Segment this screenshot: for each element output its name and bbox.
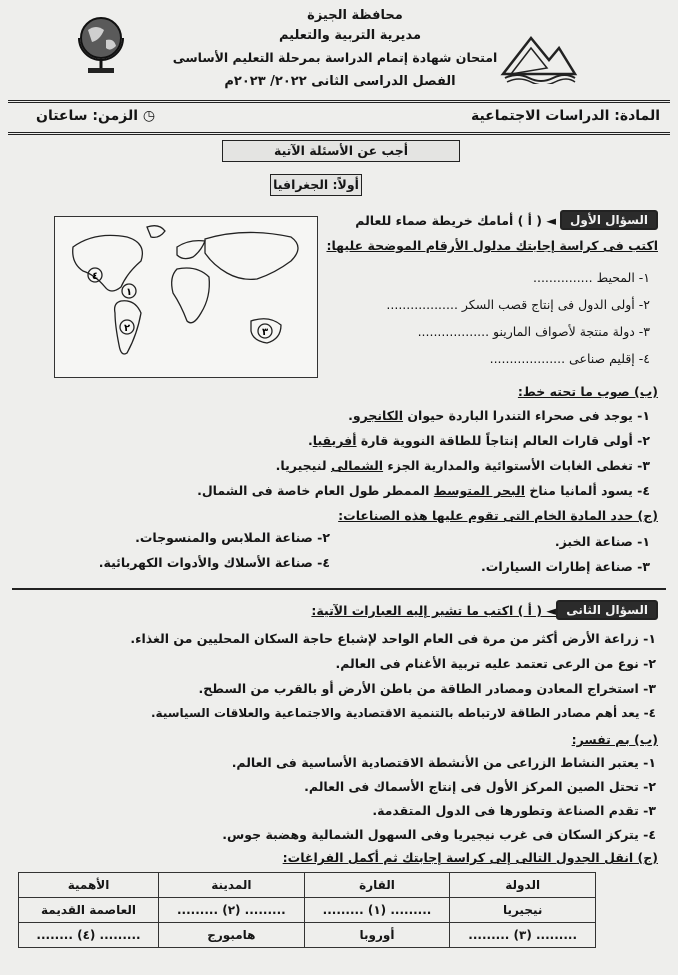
section-title-geography: أولاً: الجغرافيا bbox=[270, 174, 362, 196]
q1a-item: ١- المحيط ............... bbox=[533, 270, 650, 285]
q2b-item: ٢- تحتل الصين المركز الأول فى إنتاج الأسماك فى العالم. bbox=[304, 779, 656, 794]
q2c-title: (ج) انقل الجدول التالى إلى كراسة إجابتك ثم أكمل الفراغات: bbox=[282, 850, 658, 865]
question-2-tag: السؤال الثانى bbox=[556, 600, 658, 620]
q2a-item: ١- زراعة الأرض أكثر من مرة فى العام الواحد لإشباع حاجة السكان المحليين من الغذاء. bbox=[130, 631, 656, 646]
arrow-icon: ◄ bbox=[542, 213, 556, 228]
table-cell: العاصمة القديمة bbox=[19, 898, 159, 923]
map-label: ٢ bbox=[123, 323, 131, 334]
header-term: الفصل الدراسى الثانى ٢٠٢٢/ ٢٠٢٣م bbox=[224, 74, 456, 89]
q2b-item: ٣- تقدم الصناعة وتطورها فى الدول المتقدمة. bbox=[372, 803, 656, 818]
q1a-item: ٢- أولى الدول فى إنتاج قصب السكر .................. bbox=[386, 297, 650, 312]
q1b-item: ٣- تغطى الغابات الأستوائية والمدارية الجزء الشمالى لنيجيريا. bbox=[275, 458, 650, 473]
table-row bbox=[19, 923, 596, 948]
q1b-item: ٤- يسود ألمانيا مناخ البحر المتوسط الممطر طول العام خاصة فى الشمال. bbox=[197, 483, 650, 498]
q1c-item: ٣- صناعة إطارات السيارات. bbox=[481, 559, 650, 574]
header-governorate: محافظة الجيزة bbox=[307, 8, 403, 23]
arrow-icon: ◄ bbox=[542, 603, 556, 618]
clock-icon: ◷ bbox=[138, 108, 156, 124]
table-cell: ......... (٤) ........ bbox=[19, 923, 159, 948]
q2b-item: ٤- يتركز السكان فى غرب نيجيريا وفى السهول الشمالية وهضبة جوس. bbox=[222, 827, 656, 842]
completion-table bbox=[18, 872, 596, 948]
q1b-item: ١- يوجد فى صحراء التندرا الباردة حيوان الكانجرو. bbox=[348, 408, 650, 423]
q2a-item: ٤- يعد أهم مصادر الطاقة لارتباطه بالتنمية الاقتصادية والاجتماعية والعلاقات السياسية. bbox=[151, 706, 656, 720]
instructions-box: أجب عن الأسئلة الآتية bbox=[222, 140, 460, 162]
q2b-title: (ب) بم تفسر: bbox=[571, 732, 658, 747]
table-cell: أوروبا bbox=[304, 923, 450, 948]
q1b-item: ٢- أولى قارات العالم إنتاجاً للطاقة النووية قارة أفريقيا. bbox=[308, 433, 650, 448]
table-cell: ......... (١) ......... bbox=[304, 898, 450, 923]
table-header-cell: الدولة bbox=[450, 873, 596, 898]
question-1-tag: السؤال الأول bbox=[560, 210, 658, 230]
map-label: ٣ bbox=[261, 327, 269, 338]
table-header-cell: القارة bbox=[304, 873, 450, 898]
q2a-title: ◄ ( أ ) اكتب ما تشير إليه العبارات الآتية: bbox=[311, 603, 556, 618]
globe-icon bbox=[70, 12, 132, 76]
table-header-cell: المدينة bbox=[159, 873, 305, 898]
question-divider bbox=[12, 588, 666, 590]
q1b-title: (ب) صوب ما تحته خط: bbox=[517, 384, 658, 399]
subject-label: المادة: الدراسات الاجتماعية bbox=[470, 108, 660, 124]
q1a-item: ٣- دولة منتجة لأصواف المارينو .................. bbox=[417, 324, 650, 339]
q1c-item: ٢- صناعة الملابس والمنسوجات. bbox=[135, 530, 330, 545]
header-directorate: مديرية التربية والتعليم bbox=[278, 28, 422, 43]
q1a-item: ٤- إقليم صناعى ................... bbox=[489, 351, 650, 366]
table-header-cell: الأهمية bbox=[19, 873, 159, 898]
time-label: ◷ الزمن: ساعتان bbox=[36, 108, 156, 124]
meta-divider bbox=[8, 132, 670, 135]
world-map bbox=[54, 216, 318, 378]
q1a-title: ◄ ( أ ) أمامك خريطة صماء للعالم bbox=[355, 213, 556, 228]
q2a-item: ٣- استخراج المعادن ومصادر الطاقة من باطن الأرض أو بالقرب من السطح. bbox=[198, 681, 656, 696]
q2a-item: ٢- نوع من الرعى تعتمد عليه تربية الأغنام فى العالم. bbox=[335, 656, 656, 671]
header-divider bbox=[8, 100, 670, 103]
q1c-item: ٤- صناعة الأسلاك والأدوات الكهربائية. bbox=[98, 555, 330, 570]
q1a-instruction: اكتب فى كراسة إجابتك مدلول الأرقام الموضحة عليها: bbox=[326, 238, 658, 253]
q1c-title: (ج) حدد المادة الخام التى تقوم عليها هذه الصناعات: bbox=[338, 508, 658, 523]
table-cell: نيجيريا bbox=[450, 898, 596, 923]
table-cell: ......... (٣) ......... bbox=[450, 923, 596, 948]
table-cell: ......... (٢) ......... bbox=[159, 898, 305, 923]
table-header-row bbox=[19, 873, 596, 898]
map-label: ٤ bbox=[91, 271, 99, 282]
header-exam-title: امتحان شهادة إتمام الدراسة بمرحلة التعليم الأساسى bbox=[172, 50, 498, 65]
table-cell: هامبورج bbox=[159, 923, 305, 948]
map-label: ١ bbox=[125, 287, 133, 298]
q1c-item: ١- صناعة الخبز. bbox=[554, 534, 650, 549]
q2b-item: ١- يعتبر النشاط الزراعى من الأنشطة الاقتصادية الأساسية فى العالم. bbox=[231, 755, 656, 770]
table-row bbox=[19, 898, 596, 923]
